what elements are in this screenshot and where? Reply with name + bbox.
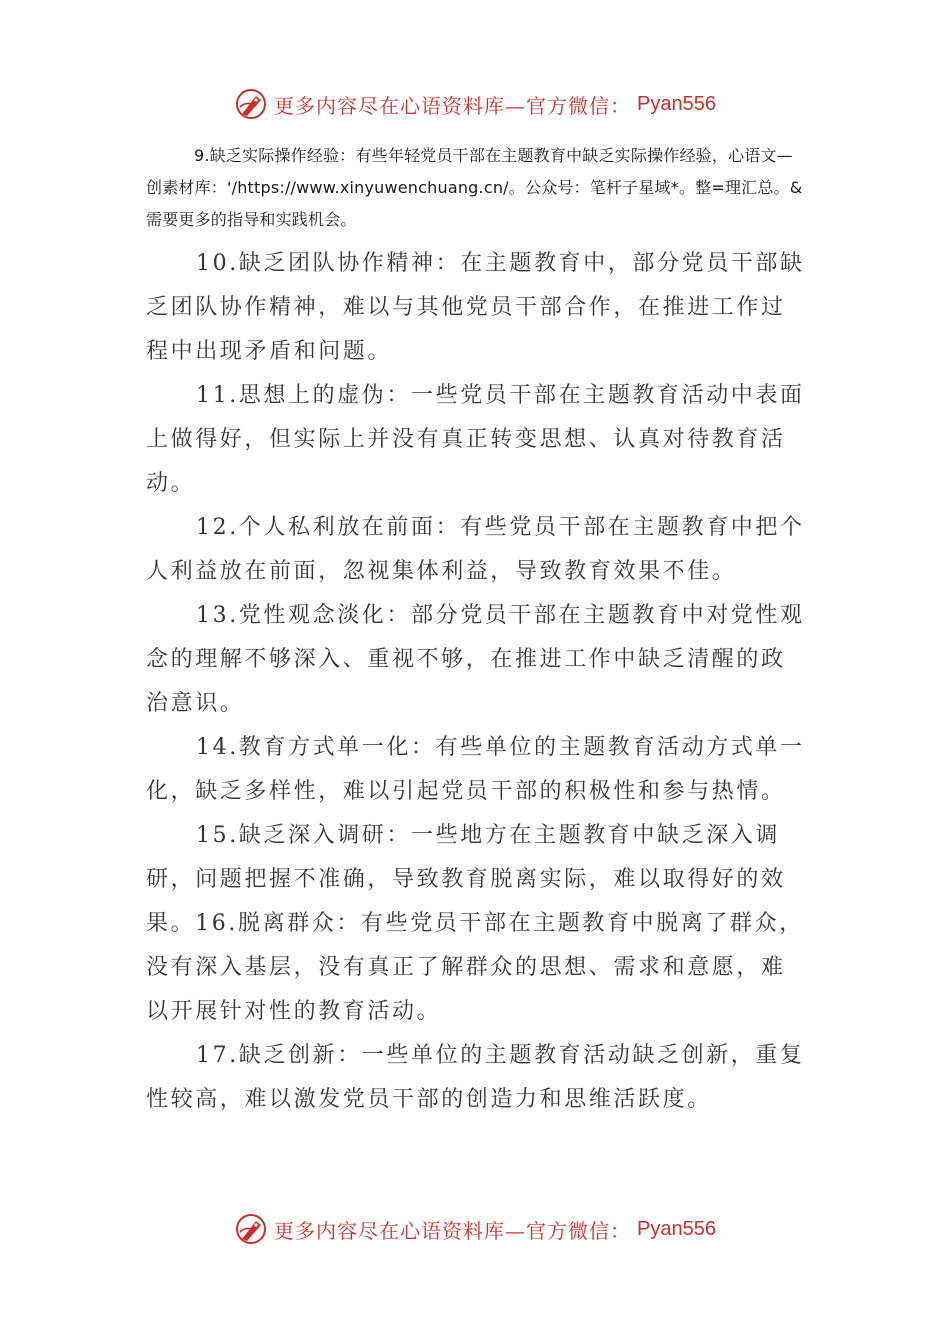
paragraph-17: 17.缺乏创新：一些单位的主题教育活动缺乏创新，重复性较高，难以激发党员干部的创造力和思维活跃度。 — [146, 1043, 805, 1112]
banner-text: 更多内容尽在心语资料库—官方微信： — [274, 1218, 632, 1243]
header-banner — [0, 84, 950, 124]
banner-wechat-id: Pyan556 — [637, 1217, 716, 1240]
document-body — [146, 140, 806, 1122]
banner-text: 更多内容尽在心语资料库—官方微信： — [274, 93, 632, 118]
paragraph-14: 14.教育方式单一化：有些单位的主题教育活动方式单一化，缺乏多样性，难以引起党员干部的积极性和参与热情。 — [146, 735, 805, 804]
paragraph-13: 13.党性观念淡化：部分党员干部在主题教育中对党性观念的理解不够深入、重视不够，在推进工作中缺乏清醒的政治意识。 — [146, 603, 805, 716]
paragraph-10: 10.缺乏团队协作精神：在主题教育中，部分党员干部缺乏团队协作精神，难以与其他党员干部合作，在推进工作过程中出现矛盾和问题。 — [146, 251, 805, 364]
paragraph-9: 9.缺乏实际操作经验：有些年轻党员干部在主题教育中缺乏实际操作经验，心语文—创素材库：'/https://www.xinyuwenchuang.cn/。公众号：笔杆子星域*。整=理汇总。&需要更多的指导和实践机会。 — [146, 146, 803, 229]
paragraph-15-16: 15.缺乏深入调研：一些地方在主题教育中缺乏深入调研，问题把握不准确，导致教育脱离实际，难以取得好的效果。16.脱离群众：有些党员干部在主题教育中脱离了群众，没有深入基层，没有真正了解群众的思想、需求和意愿，难以开展针对性的教育活动。 — [146, 823, 804, 1024]
paragraph-11: 11.思想上的虚伪：一些党员干部在主题教育活动中表面上做得好，但实际上并没有真正转变思想、认真对待教育活动。 — [146, 383, 805, 496]
banner-wechat-id: Pyan556 — [637, 92, 716, 115]
paragraph-12: 12.个人私利放在前面：有些党员干部在主题教育中把个人利益放在前面，忽视集体利益，导致教育效果不佳。 — [146, 515, 805, 584]
pen-nib-logo-icon — [234, 87, 268, 121]
footer-banner — [0, 1209, 950, 1249]
pen-nib-logo-icon — [234, 1212, 268, 1246]
